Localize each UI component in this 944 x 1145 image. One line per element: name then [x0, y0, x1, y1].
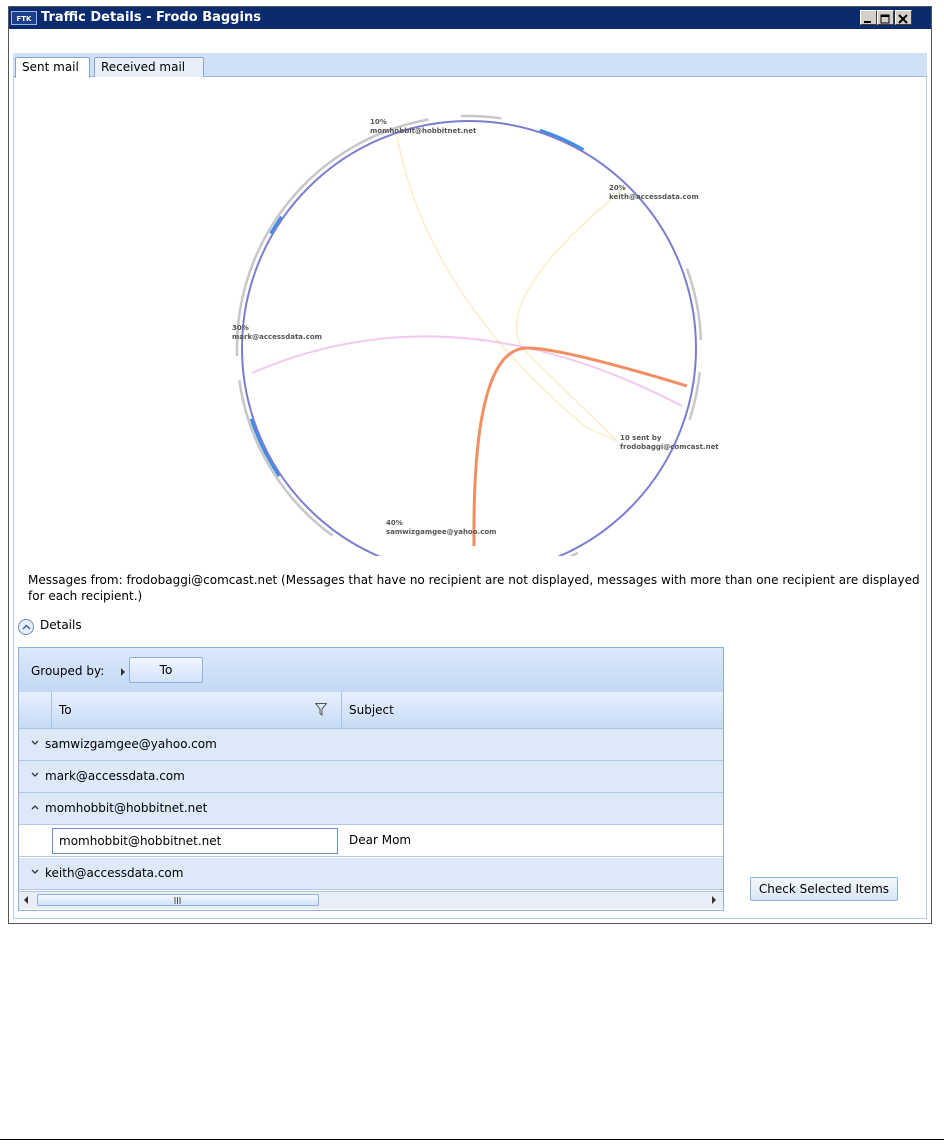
- maximize-button[interactable]: [877, 10, 894, 25]
- scrollbar-thumb[interactable]: [37, 894, 319, 906]
- cell-to[interactable]: momhobbit@hobbitnet.net: [52, 828, 338, 854]
- column-to-label: To: [59, 703, 72, 717]
- chevron-up-icon[interactable]: [31, 804, 39, 810]
- messages-grid: [18, 647, 724, 911]
- group-row-label: samwizgamgee@yahoo.com: [45, 737, 217, 751]
- label-samwiz-address: samwizgamgee@yahoo.com: [386, 528, 497, 536]
- chord-mark: [252, 336, 682, 406]
- group-row-label: mark@accessdata.com: [45, 769, 185, 783]
- chevron-down-icon[interactable]: [31, 772, 39, 778]
- label-keith-address: keith@accessdata.com: [609, 193, 699, 201]
- indent-column-header: [19, 692, 52, 728]
- window-title: Traffic Details - Frodo Baggins: [41, 10, 261, 25]
- chevron-down-icon[interactable]: [31, 740, 39, 746]
- group-row-samwizgamgee[interactable]: [19, 729, 723, 761]
- table-row[interactable]: [19, 825, 723, 857]
- label-momhobbit-address: momhobbit@hobbitnet.net: [370, 127, 477, 135]
- grip-icon: [174, 897, 181, 904]
- label-momhobbit-percent: 10%: [370, 118, 387, 126]
- label-mark-percent: 30%: [232, 324, 249, 332]
- label-mark-address: mark@accessdata.com: [232, 333, 322, 341]
- scroll-left-icon[interactable]: [23, 896, 29, 904]
- group-field-chip[interactable]: To: [129, 657, 203, 683]
- group-row-label: momhobbit@hobbitnet.net: [45, 801, 208, 815]
- chevron-down-icon[interactable]: [31, 869, 39, 875]
- messages-info-text: Messages from: frodobaggi@comcast.net (Messages that have no recipient are not displayed, messages with more than one recipient are displayed for each recipient.): [28, 573, 920, 603]
- close-icon: [896, 13, 911, 26]
- page-divider: [0, 1139, 944, 1140]
- label-keith-percent: 20%: [609, 184, 626, 192]
- scroll-right-icon[interactable]: [711, 896, 717, 904]
- minimize-icon: [861, 13, 876, 26]
- tab-received-mail[interactable]: Received mail: [94, 57, 204, 77]
- label-source-count: 10 sent by: [620, 434, 662, 442]
- cell-subject[interactable]: Dear Mom: [349, 833, 412, 847]
- tab-strip: [13, 53, 927, 77]
- label-source-address: frodobaggi@comcast.net: [620, 443, 719, 451]
- column-header-row: [19, 692, 723, 729]
- label-samwiz-percent: 40%: [386, 519, 403, 527]
- column-header-to[interactable]: [51, 692, 342, 728]
- horizontal-scrollbar[interactable]: [19, 891, 723, 909]
- maximize-icon: [878, 13, 893, 26]
- grouped-by-label: Grouped by:: [31, 664, 105, 678]
- ftk-app-icon: FTK: [11, 11, 37, 25]
- tab-sent-mail[interactable]: Sent mail: [15, 57, 90, 78]
- outer-arc-4: [239, 380, 332, 535]
- title-bar[interactable]: [9, 7, 931, 29]
- outer-arc-0: [461, 116, 501, 118]
- outer-arc-1: [687, 269, 701, 340]
- group-by-panel: [19, 648, 723, 693]
- chord-keith: [517, 186, 627, 441]
- outer-arc-5: [237, 120, 429, 357]
- minimize-button[interactable]: [860, 10, 877, 25]
- traffic-chord-chart: [222, 86, 722, 556]
- filter-icon[interactable]: [315, 703, 327, 716]
- group-row-mark[interactable]: [19, 761, 723, 793]
- details-label: Details: [40, 618, 82, 632]
- chord-momhobbit: [397, 136, 617, 441]
- close-button[interactable]: [895, 10, 912, 25]
- caret-right-icon: [120, 668, 126, 676]
- group-row-keith[interactable]: [19, 858, 723, 890]
- outer-arc-3: [390, 553, 578, 556]
- check-selected-items-button[interactable]: Check Selected Items: [750, 877, 898, 901]
- column-header-subject[interactable]: Subject: [349, 703, 394, 717]
- collapse-icon[interactable]: [18, 619, 34, 635]
- group-row-label: keith@accessdata.com: [45, 866, 184, 880]
- group-row-momhobbit[interactable]: [19, 793, 723, 825]
